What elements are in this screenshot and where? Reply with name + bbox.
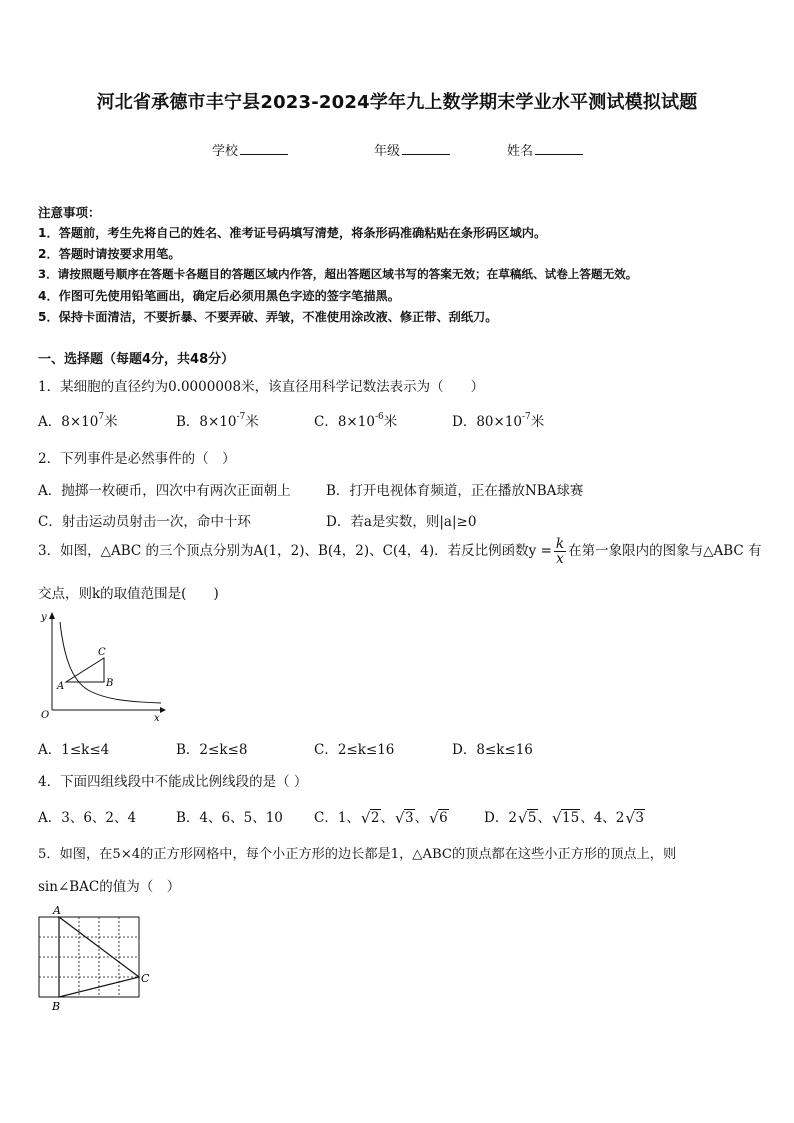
note-item: 3．请按照题号顺序在答题卡各题目的答题区域内作答，超出答题区域书写的答案无效；在草稿纸、试卷上答题无效。 <box>38 267 638 281</box>
q2-stem: 2．下列事件是必然事件的（ ） <box>38 451 236 467</box>
q1-option-c: C．$8\times 10^{-6}$米 <box>314 412 398 430</box>
q4-option-d: D．2√ 5、√ 15、4、2√ 3 <box>484 806 645 826</box>
q4-option-c: C．1、√ 2、√ 3、√ 6 <box>314 806 449 826</box>
grade-label: 年级 <box>374 144 401 159</box>
school-label: 学校 <box>212 144 239 159</box>
q4-option-a: A．3、6、2、4 <box>38 810 137 826</box>
q5-stem: 5．如图，在5×4的正方形网格中，每个小正方形的边长都是1，△ABC的顶点都在这些小正方形的顶点上，则 <box>38 847 677 862</box>
page-title: 河北省承德市丰宁县2023-2024学年九上数学期末学业水平测试模拟试题 <box>96 92 698 113</box>
q1-stem: 1．某细胞的直径约为0.0000008米，该直径用科学记数法表示为（ ） <box>38 379 485 395</box>
fraction-k-over-x: $\frac{k}{x}$ <box>555 536 565 567</box>
note-item: 2．答题时请按要求用笔。 <box>38 247 181 261</box>
name-blank <box>535 142 583 155</box>
q2-option-c: C．射击运动员射击一次，命中十环 <box>38 514 251 530</box>
y-label: y <box>41 612 47 623</box>
section-heading: 一、选择题（每题4分，共48分） <box>38 352 235 367</box>
point-c-label: C <box>98 647 106 658</box>
notes-heading: 注意事项： <box>38 205 101 220</box>
name-field <box>507 140 583 159</box>
q3-option-b: B．2≤k≤8 <box>176 742 248 758</box>
grade-field <box>374 140 450 159</box>
school-blank <box>240 142 288 155</box>
point-a-label: A <box>57 681 65 692</box>
q5-stem-line2: sin∠BAC的值为（ ） <box>38 879 181 895</box>
note-item: 1．答题前，考生先将自己的姓名、准考证号码填写清楚，将条形码准确粘贴在条形码区域内。 <box>38 226 547 240</box>
point-a-label: A <box>53 904 61 917</box>
note-item: 4．作图可先使用铅笔画出，确定后必须用黑色字迹的签字笔描黑。 <box>38 289 400 303</box>
q4-option-b: B．4、6、5、10 <box>176 810 283 826</box>
name-label: 姓名 <box>507 144 534 159</box>
y-axis-arrow <box>49 612 55 619</box>
point-b-label: B <box>106 678 114 689</box>
q3-figure <box>36 610 166 722</box>
q2-option-b: B．打开电视体育频道，正在播放NBA球赛 <box>326 483 584 499</box>
q1-option-a: A．$8\times 10^7$米 <box>38 412 118 430</box>
q2-option-d: D．若a是实数，则|a|≥0 <box>326 514 477 530</box>
q3-stem: 3．如图，△ABC 的三个顶点分别为A(1，2)、B(4，2)、C(4，4)．若反比例函数y = $\frac{k}{x}$ 在第一象限内的图象与△ABC 有 <box>38 536 762 567</box>
q5-figure <box>36 903 156 1015</box>
x-axis-arrow <box>160 707 166 713</box>
x-label: x <box>154 713 160 722</box>
q4-stem: 4．下面四组线段中不能成比例线段的是（ ） <box>38 774 308 790</box>
grade-blank <box>402 142 450 155</box>
origin-label: O <box>41 710 50 721</box>
school-field <box>212 140 288 159</box>
point-c-label: C <box>141 972 150 985</box>
q3-option-c: C．2≤k≤16 <box>314 742 395 758</box>
hyperbola-curve <box>60 622 161 703</box>
q3-stem-line2: 交点，则k的取值范围是( ) <box>38 586 219 602</box>
q1-option-b: B．$8\times 10^{-7}$米 <box>176 412 259 430</box>
q3-option-a: A．1≤k≤4 <box>38 742 110 758</box>
q2-option-a: A．抛掷一枚硬币，四次中有两次正面朝上 <box>38 483 291 499</box>
grid-dashed-lines <box>39 917 139 997</box>
point-b-label: B <box>52 1000 61 1013</box>
note-item: 5．保持卡面清洁，不要折暴、不要弄破、弄皱，不准使用涂改液、修正带、刮纸刀。 <box>38 310 498 324</box>
q3-option-d: D．8≤k≤16 <box>452 742 533 758</box>
q1-option-d: D．$80\times 10^{-7}$米 <box>452 412 545 430</box>
